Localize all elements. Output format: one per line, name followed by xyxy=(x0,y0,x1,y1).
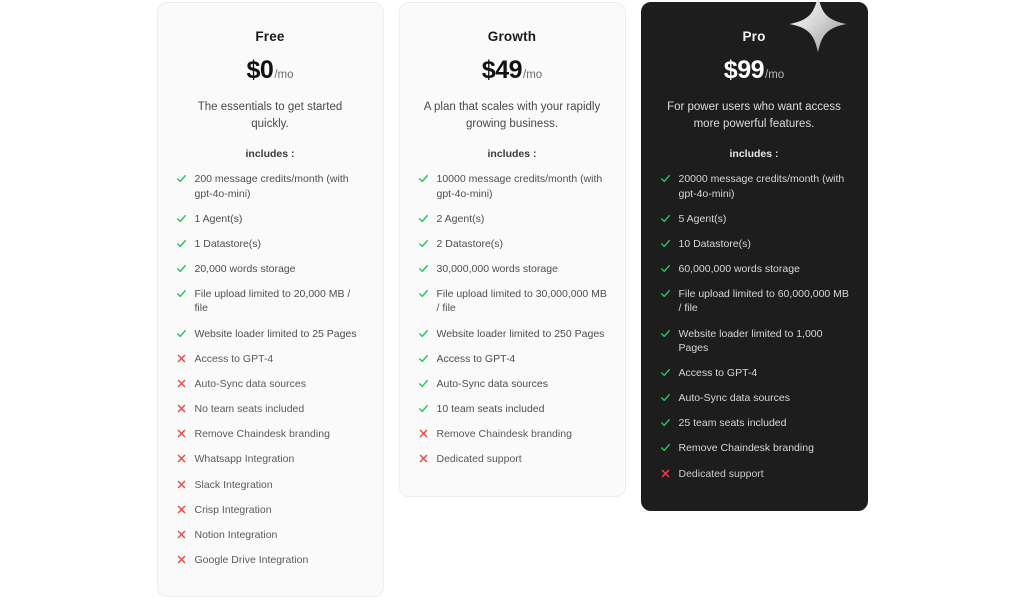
cross-icon xyxy=(176,378,187,389)
plan-feature-list xyxy=(174,172,367,567)
cross-icon xyxy=(176,453,187,464)
feature-item xyxy=(176,287,367,315)
check-icon xyxy=(418,263,429,274)
feature-item xyxy=(418,287,609,315)
feature-item xyxy=(176,503,367,517)
check-icon xyxy=(660,238,671,249)
feature-label: 25 team seats included xyxy=(678,417,787,430)
feature-item xyxy=(660,441,851,455)
feature-label: Dedicated support xyxy=(678,467,764,480)
feature-item xyxy=(418,427,609,441)
feature-item xyxy=(176,377,367,391)
feature-label: 10000 message credits/month (with gpt-4o-mini) xyxy=(436,173,603,200)
plan-price-row xyxy=(658,56,851,85)
check-icon xyxy=(418,173,429,184)
check-icon xyxy=(660,442,671,453)
cross-icon xyxy=(176,554,187,565)
feature-label: Slack Integration xyxy=(194,478,273,491)
includes-label: includes : xyxy=(729,148,779,161)
check-icon xyxy=(176,263,187,274)
feature-item xyxy=(176,553,367,567)
feature-item xyxy=(176,172,367,200)
feature-label: 30,000,000 words storage xyxy=(436,263,558,276)
check-icon xyxy=(660,392,671,403)
includes-label: includes : xyxy=(487,148,537,161)
plan-card-growth[interactable] xyxy=(399,2,626,497)
plan-feature-list xyxy=(658,172,851,480)
feature-item xyxy=(660,366,851,380)
check-icon xyxy=(418,328,429,339)
plan-tagline: The essentials to get started quickly. xyxy=(197,101,343,130)
check-icon xyxy=(176,238,187,249)
check-icon xyxy=(660,173,671,184)
feature-label: Access to GPT-4 xyxy=(194,352,274,365)
feature-item xyxy=(418,402,609,416)
feature-label: Auto-Sync data sources xyxy=(678,392,790,405)
feature-label: 2 Datastore(s) xyxy=(436,237,504,250)
feature-label: Remove Chaindesk branding xyxy=(194,428,330,441)
check-icon xyxy=(660,417,671,428)
feature-label: File upload limited to 20,000 MB / file xyxy=(194,288,351,315)
check-icon xyxy=(418,378,429,389)
plan-price-period: /mo xyxy=(523,69,543,81)
feature-item xyxy=(660,416,851,430)
includes-label: includes : xyxy=(245,148,295,161)
feature-label: File upload limited to 30,000,000 MB / file xyxy=(436,288,607,315)
feature-label: File upload limited to 60,000,000 MB / file xyxy=(678,288,849,315)
cross-icon xyxy=(418,453,429,464)
feature-item xyxy=(418,352,609,366)
plan-price-period: /mo xyxy=(765,69,785,81)
plan-price: $99 xyxy=(723,56,765,84)
feature-item xyxy=(418,262,609,276)
plan-card-free[interactable] xyxy=(157,2,384,597)
feature-label: Website loader limited to 250 Pages xyxy=(436,327,605,340)
feature-label: Access to GPT-4 xyxy=(436,352,516,365)
cross-icon xyxy=(176,504,187,515)
plan-price: $49 xyxy=(481,56,523,84)
feature-label: 20,000 words storage xyxy=(194,263,296,276)
feature-label: 2 Agent(s) xyxy=(436,212,485,225)
feature-item xyxy=(176,327,367,341)
feature-item xyxy=(176,402,367,416)
feature-item xyxy=(660,237,851,251)
feature-label: 1 Agent(s) xyxy=(194,212,243,225)
feature-item xyxy=(660,327,851,355)
feature-label: 60,000,000 words storage xyxy=(678,263,800,276)
check-icon xyxy=(176,288,187,299)
check-icon xyxy=(176,328,187,339)
check-icon xyxy=(418,288,429,299)
cross-icon xyxy=(418,428,429,439)
plan-name: Pro xyxy=(742,29,766,44)
feature-item xyxy=(176,262,367,276)
feature-item xyxy=(660,172,851,200)
feature-label: 1 Datastore(s) xyxy=(194,237,262,250)
feature-label: Website loader limited to 25 Pages xyxy=(194,327,357,340)
feature-item xyxy=(418,212,609,226)
feature-item xyxy=(176,237,367,251)
feature-item xyxy=(176,528,367,542)
feature-item xyxy=(660,287,851,315)
feature-label: Whatsapp Integration xyxy=(194,453,295,466)
feature-label: Dedicated support xyxy=(436,453,522,466)
cross-icon xyxy=(176,529,187,540)
plan-price: $0 xyxy=(246,56,274,84)
plan-price-row xyxy=(174,56,367,85)
feature-item xyxy=(660,467,851,481)
check-icon xyxy=(660,263,671,274)
feature-label: 10 Datastore(s) xyxy=(678,237,751,250)
feature-item xyxy=(418,452,609,466)
plan-feature-list xyxy=(416,172,609,466)
plan-price-period: /mo xyxy=(274,69,294,81)
feature-label: 200 message credits/month (with gpt-4o-mini) xyxy=(194,173,349,200)
feature-item xyxy=(176,478,367,492)
feature-label: Remove Chaindesk branding xyxy=(436,428,572,441)
plan-price-row xyxy=(416,56,609,85)
feature-label: Access to GPT-4 xyxy=(678,366,758,379)
feature-item xyxy=(176,352,367,366)
feature-item xyxy=(418,237,609,251)
feature-item xyxy=(418,377,609,391)
feature-item xyxy=(176,427,367,441)
cross-icon xyxy=(176,403,187,414)
check-icon xyxy=(418,238,429,249)
cross-icon xyxy=(660,468,671,479)
feature-label: Remove Chaindesk branding xyxy=(678,442,814,455)
cross-icon xyxy=(176,428,187,439)
feature-item xyxy=(660,262,851,276)
feature-label: Auto-Sync data sources xyxy=(194,377,306,390)
check-icon xyxy=(660,213,671,224)
check-icon xyxy=(660,288,671,299)
feature-label: Notion Integration xyxy=(194,528,278,541)
feature-label: Website loader limited to 1,000 Pages xyxy=(678,327,823,354)
cross-icon xyxy=(176,353,187,364)
cross-icon xyxy=(176,479,187,490)
plan-name: Growth xyxy=(487,29,537,44)
feature-label: 20000 message credits/month (with gpt-4o-mini) xyxy=(678,173,845,200)
check-icon xyxy=(176,213,187,224)
feature-label: No team seats included xyxy=(194,403,305,416)
plan-card-pro[interactable] xyxy=(641,2,868,511)
feature-label: Crisp Integration xyxy=(194,503,272,516)
check-icon xyxy=(418,403,429,414)
check-icon xyxy=(660,328,671,339)
plan-tagline: A plan that scales with your rapidly growing business. xyxy=(423,101,601,130)
check-icon xyxy=(418,213,429,224)
check-icon xyxy=(418,353,429,364)
feature-item xyxy=(418,327,609,341)
feature-label: 5 Agent(s) xyxy=(678,212,727,225)
feature-label: Google Drive Integration xyxy=(194,554,309,567)
feature-item xyxy=(418,172,609,200)
feature-item xyxy=(660,212,851,226)
feature-label: Auto-Sync data sources xyxy=(436,377,548,390)
sparkle-icon xyxy=(787,0,849,55)
plan-name: Free xyxy=(255,29,285,44)
check-icon xyxy=(176,173,187,184)
plan-tagline: For power users who want access more powerful features. xyxy=(667,101,841,130)
feature-item xyxy=(176,212,367,226)
check-icon xyxy=(660,367,671,378)
feature-item xyxy=(660,391,851,405)
feature-item xyxy=(176,452,367,466)
feature-label: 10 team seats included xyxy=(436,403,545,416)
